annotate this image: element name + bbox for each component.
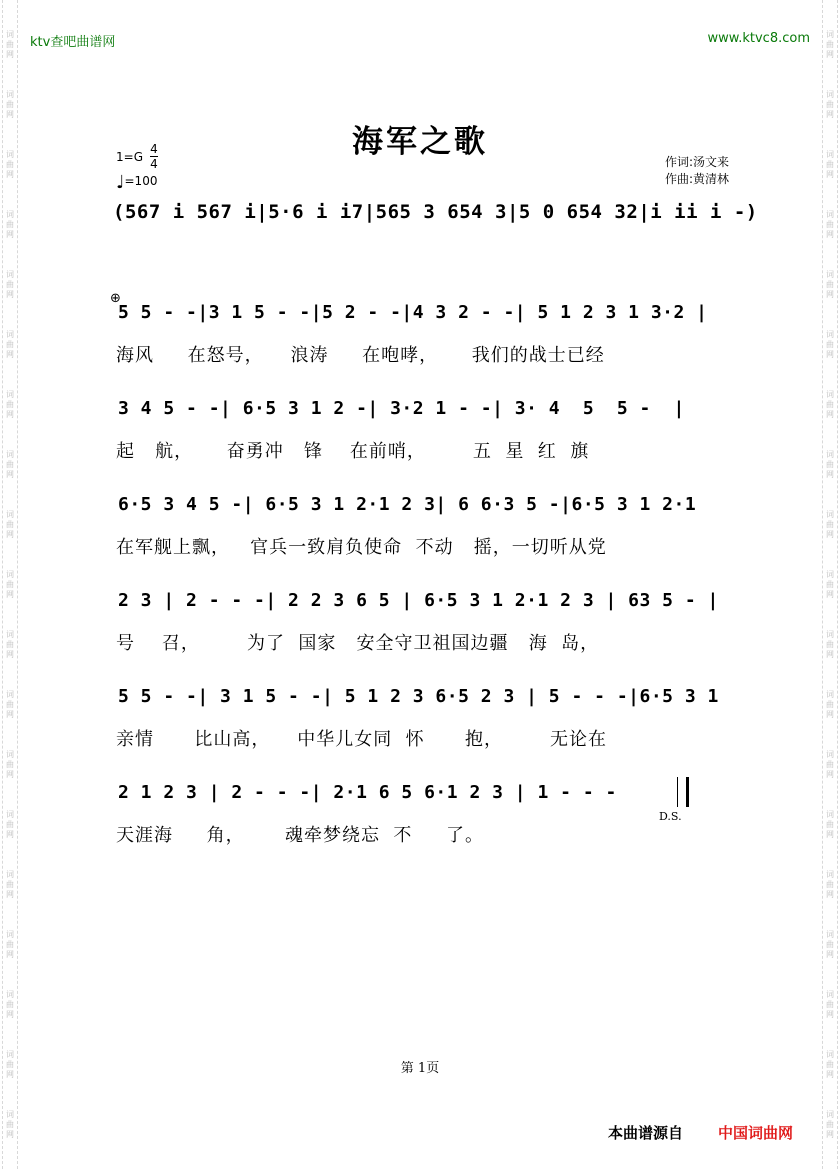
watermark-char: 词 bbox=[6, 510, 14, 519]
left-margin-watermark bbox=[2, 0, 18, 1169]
watermark-char: 曲 bbox=[6, 640, 14, 649]
watermark-char: 曲 bbox=[6, 1120, 14, 1129]
watermark-gap bbox=[823, 960, 837, 990]
watermark-char: 曲 bbox=[6, 40, 14, 49]
watermark-char: 词 bbox=[826, 30, 834, 39]
watermark-char: 网 bbox=[826, 830, 834, 839]
watermark-char: 词 bbox=[6, 870, 14, 879]
watermark-gap bbox=[3, 300, 17, 330]
watermark-gap bbox=[823, 60, 837, 90]
watermark-gap bbox=[3, 720, 17, 750]
watermark-char: 词 bbox=[6, 630, 14, 639]
watermark-char: 词 bbox=[6, 30, 14, 39]
watermark-char: 曲 bbox=[6, 100, 14, 109]
watermark-char: 网 bbox=[826, 1010, 834, 1019]
lyric-line-5: 亲情 比山高， 中华儿女同 怀 抱， 无论在 bbox=[116, 729, 608, 750]
watermark-char: 网 bbox=[6, 1010, 14, 1019]
watermark-char: 网 bbox=[826, 50, 834, 59]
watermark-char: 曲 bbox=[826, 40, 834, 49]
watermark-char: 网 bbox=[6, 830, 14, 839]
watermark-char: 曲 bbox=[6, 580, 14, 589]
lyric-line-3: 在军舰上飘， 官兵一致肩负使命 不动 摇，一切听从党 bbox=[116, 537, 607, 558]
watermark-char: 曲 bbox=[6, 880, 14, 889]
tempo-mark bbox=[116, 172, 157, 193]
watermark-char: 曲 bbox=[6, 220, 14, 229]
watermark-char: 网 bbox=[826, 1130, 834, 1139]
watermark-char: 曲 bbox=[826, 280, 834, 289]
intro-phrase: (567 i 567 i|5·6 i i7|565 3 654 3|5 0 654 32|i ii i -) bbox=[113, 201, 758, 223]
watermark-char: 网 bbox=[826, 650, 834, 659]
watermark-char: 词 bbox=[826, 1050, 834, 1059]
watermark-char: 曲 bbox=[826, 340, 834, 349]
watermark-char: 网 bbox=[6, 890, 14, 899]
watermark-char: 词 bbox=[6, 270, 14, 279]
watermark-gap bbox=[3, 1020, 17, 1050]
watermark-char: 词 bbox=[826, 270, 834, 279]
watermark-char: 曲 bbox=[6, 400, 14, 409]
watermark-char: 网 bbox=[6, 530, 14, 539]
watermark-char: 曲 bbox=[826, 940, 834, 949]
watermark-char: 词 bbox=[6, 690, 14, 699]
watermark-char: 词 bbox=[826, 630, 834, 639]
watermark-char: 词 bbox=[826, 990, 834, 999]
watermark-char: 曲 bbox=[826, 460, 834, 469]
right-margin-watermark bbox=[822, 0, 838, 1169]
watermark-gap bbox=[3, 240, 17, 270]
watermark-char: 曲 bbox=[826, 520, 834, 529]
lyric-line-4: 号 召， 为了 国家 安全守卫祖国边疆 海 岛， bbox=[116, 633, 600, 654]
composer: 作曲:黄清林 bbox=[665, 172, 730, 186]
watermark-gap bbox=[3, 540, 17, 570]
watermark-gap bbox=[3, 60, 17, 90]
watermark-gap bbox=[823, 240, 837, 270]
watermark-gap bbox=[823, 900, 837, 930]
watermark-char: 词 bbox=[826, 570, 834, 579]
watermark-gap bbox=[823, 840, 837, 870]
lyric-line-6: 天涯海 角， 魂牵梦绕忘 不 了。 bbox=[116, 825, 484, 846]
watermark-char: 网 bbox=[826, 710, 834, 719]
watermark-gap bbox=[3, 420, 17, 450]
watermark-char: 网 bbox=[826, 470, 834, 479]
watermark-char: 网 bbox=[6, 770, 14, 779]
watermark-char: 曲 bbox=[826, 700, 834, 709]
watermark-char: 网 bbox=[6, 50, 14, 59]
quarter-note-icon: ♩ bbox=[116, 172, 125, 193]
watermark-gap bbox=[823, 0, 837, 30]
coda-icon: ⊕ bbox=[110, 291, 121, 306]
watermark-char: 词 bbox=[6, 390, 14, 399]
watermark-char: 网 bbox=[826, 590, 834, 599]
watermark-char: 曲 bbox=[6, 1000, 14, 1009]
watermark-char: 词 bbox=[6, 90, 14, 99]
watermark-char: 曲 bbox=[826, 640, 834, 649]
watermark-char: 曲 bbox=[6, 160, 14, 169]
watermark-char: 词 bbox=[6, 1110, 14, 1119]
watermark-char: 曲 bbox=[6, 700, 14, 709]
watermark-char: 曲 bbox=[826, 820, 834, 829]
watermark-char: 网 bbox=[6, 1130, 14, 1139]
time-bottom: 4 bbox=[150, 157, 158, 171]
watermark-char: 词 bbox=[826, 450, 834, 459]
watermark-char: 曲 bbox=[6, 940, 14, 949]
watermark-char: 词 bbox=[826, 930, 834, 939]
watermark-char: 词 bbox=[6, 450, 14, 459]
watermark-char: 词 bbox=[826, 150, 834, 159]
watermark-char: 词 bbox=[6, 570, 14, 579]
watermark-char: 词 bbox=[826, 690, 834, 699]
watermark-char: 网 bbox=[826, 230, 834, 239]
watermark-gap bbox=[3, 0, 17, 30]
watermark-gap bbox=[823, 660, 837, 690]
song-title: 海军之歌 bbox=[352, 124, 488, 160]
watermark-gap bbox=[823, 720, 837, 750]
notation-line-6: 2 1 2 3 | 2 - - -| 2·1 6 5 6·1 2 3 | 1 - - - bbox=[118, 782, 617, 803]
watermark-gap bbox=[823, 1080, 837, 1110]
watermark-char: 网 bbox=[6, 230, 14, 239]
watermark-char: 网 bbox=[6, 470, 14, 479]
watermark-char: 网 bbox=[6, 650, 14, 659]
watermark-char: 网 bbox=[6, 290, 14, 299]
watermark-gap bbox=[3, 480, 17, 510]
watermark-char: 曲 bbox=[6, 1060, 14, 1069]
watermark-gap bbox=[3, 780, 17, 810]
notation-line-2: 3 4 5 - -| 6·5 3 1 2 -| 3·2 1 - -| 3· 4 5 5 - | bbox=[118, 398, 685, 419]
header-site-left[interactable]: ktv查吧曲谱网 bbox=[30, 35, 116, 50]
watermark-char: 网 bbox=[826, 770, 834, 779]
watermark-char: 词 bbox=[6, 330, 14, 339]
watermark-gap bbox=[3, 1080, 17, 1110]
watermark-gap bbox=[3, 360, 17, 390]
final-double-barline bbox=[677, 777, 689, 807]
lyricist: 作词:汤文来 bbox=[665, 155, 730, 169]
lyric-line-1: 海风 在怒号， 浪涛 在咆哮， 我们的战士已经 bbox=[116, 345, 605, 366]
notation-line-1: 5 5 - -|3 1 5 - -|5 2 - -|4 3 2 - -| 5 1 2 3 1 3·2 | bbox=[118, 302, 708, 323]
watermark-char: 网 bbox=[826, 350, 834, 359]
notation-line-3: 6·5 3 4 5 -| 6·5 3 1 2·1 2 3| 6 6·3 5 -|6·5 3 1 2·1 bbox=[118, 494, 697, 515]
watermark-char: 曲 bbox=[6, 520, 14, 529]
watermark-char: 曲 bbox=[826, 1060, 834, 1069]
watermark-char: 词 bbox=[6, 930, 14, 939]
watermark-gap bbox=[3, 660, 17, 690]
watermark-char: 曲 bbox=[6, 280, 14, 289]
watermark-char: 网 bbox=[826, 890, 834, 899]
tempo-value: =100 bbox=[124, 174, 158, 188]
watermark-gap bbox=[3, 960, 17, 990]
watermark-char: 网 bbox=[826, 290, 834, 299]
time-signature bbox=[150, 142, 158, 171]
watermark-gap bbox=[3, 840, 17, 870]
watermark-char: 网 bbox=[826, 530, 834, 539]
watermark-gap bbox=[823, 600, 837, 630]
watermark-char: 曲 bbox=[826, 1120, 834, 1129]
watermark-char: 网 bbox=[6, 710, 14, 719]
notation-line-5: 5 5 - -| 3 1 5 - -| 5 1 2 3 6·5 2 3 | 5 - - -|6·5 3 1 bbox=[118, 686, 719, 707]
watermark-char: 网 bbox=[6, 110, 14, 119]
watermark-gap bbox=[3, 180, 17, 210]
watermark-char: 词 bbox=[6, 810, 14, 819]
watermark-gap bbox=[823, 360, 837, 390]
watermark-char: 曲 bbox=[826, 220, 834, 229]
lyric-line-2: 起 航， 奋勇冲 锋 在前哨， 五 星 红 旗 bbox=[116, 441, 590, 462]
watermark-char: 网 bbox=[6, 410, 14, 419]
watermark-char: 曲 bbox=[6, 760, 14, 769]
watermark-gap bbox=[3, 900, 17, 930]
footer-source-label: 本曲谱源自 bbox=[608, 1124, 684, 1142]
watermark-char: 曲 bbox=[6, 820, 14, 829]
watermark-char: 词 bbox=[6, 990, 14, 999]
header-site-right[interactable]: www.ktvc8.com bbox=[707, 31, 810, 46]
watermark-gap bbox=[3, 600, 17, 630]
watermark-char: 词 bbox=[826, 810, 834, 819]
watermark-char: 词 bbox=[826, 1110, 834, 1119]
time-top: 4 bbox=[150, 142, 158, 156]
watermark-char: 词 bbox=[826, 330, 834, 339]
watermark-char: 网 bbox=[6, 1070, 14, 1079]
watermark-char: 网 bbox=[826, 1070, 834, 1079]
notation-line-4: 2 3 | 2 - - -| 2 2 3 6 5 | 6·5 3 1 2·1 2 3 | 63 5 - | bbox=[118, 590, 719, 611]
watermark-char: 词 bbox=[826, 210, 834, 219]
key-signature: 1=G bbox=[116, 150, 143, 164]
watermark-char: 网 bbox=[6, 590, 14, 599]
watermark-char: 曲 bbox=[826, 880, 834, 889]
watermark-char: 网 bbox=[6, 350, 14, 359]
watermark-gap bbox=[823, 1020, 837, 1050]
watermark-char: 曲 bbox=[826, 400, 834, 409]
watermark-char: 词 bbox=[826, 90, 834, 99]
watermark-char: 网 bbox=[826, 410, 834, 419]
watermark-gap bbox=[823, 180, 837, 210]
watermark-char: 词 bbox=[6, 750, 14, 759]
watermark-char: 曲 bbox=[826, 580, 834, 589]
watermark-char: 曲 bbox=[826, 1000, 834, 1009]
ds-mark: D.S. bbox=[659, 810, 682, 823]
watermark-char: 词 bbox=[826, 870, 834, 879]
watermark-char: 曲 bbox=[6, 340, 14, 349]
watermark-char: 网 bbox=[826, 170, 834, 179]
footer-source-site[interactable]: 中国词曲网 bbox=[718, 1124, 794, 1142]
watermark-char: 词 bbox=[6, 1050, 14, 1059]
watermark-char: 词 bbox=[6, 210, 14, 219]
watermark-char: 词 bbox=[6, 150, 14, 159]
watermark-char: 词 bbox=[826, 750, 834, 759]
watermark-gap bbox=[823, 420, 837, 450]
watermark-gap bbox=[823, 780, 837, 810]
watermark-char: 词 bbox=[826, 510, 834, 519]
watermark-char: 网 bbox=[6, 170, 14, 179]
page-number: 第 1页 bbox=[400, 1061, 440, 1076]
watermark-char: 曲 bbox=[826, 100, 834, 109]
watermark-gap bbox=[823, 480, 837, 510]
watermark-char: 曲 bbox=[6, 460, 14, 469]
watermark-char: 曲 bbox=[826, 160, 834, 169]
watermark-char: 网 bbox=[6, 950, 14, 959]
watermark-char: 网 bbox=[826, 110, 834, 119]
watermark-char: 词 bbox=[826, 390, 834, 399]
watermark-char: 曲 bbox=[826, 760, 834, 769]
watermark-gap bbox=[823, 300, 837, 330]
watermark-char: 网 bbox=[826, 950, 834, 959]
watermark-gap bbox=[823, 540, 837, 570]
